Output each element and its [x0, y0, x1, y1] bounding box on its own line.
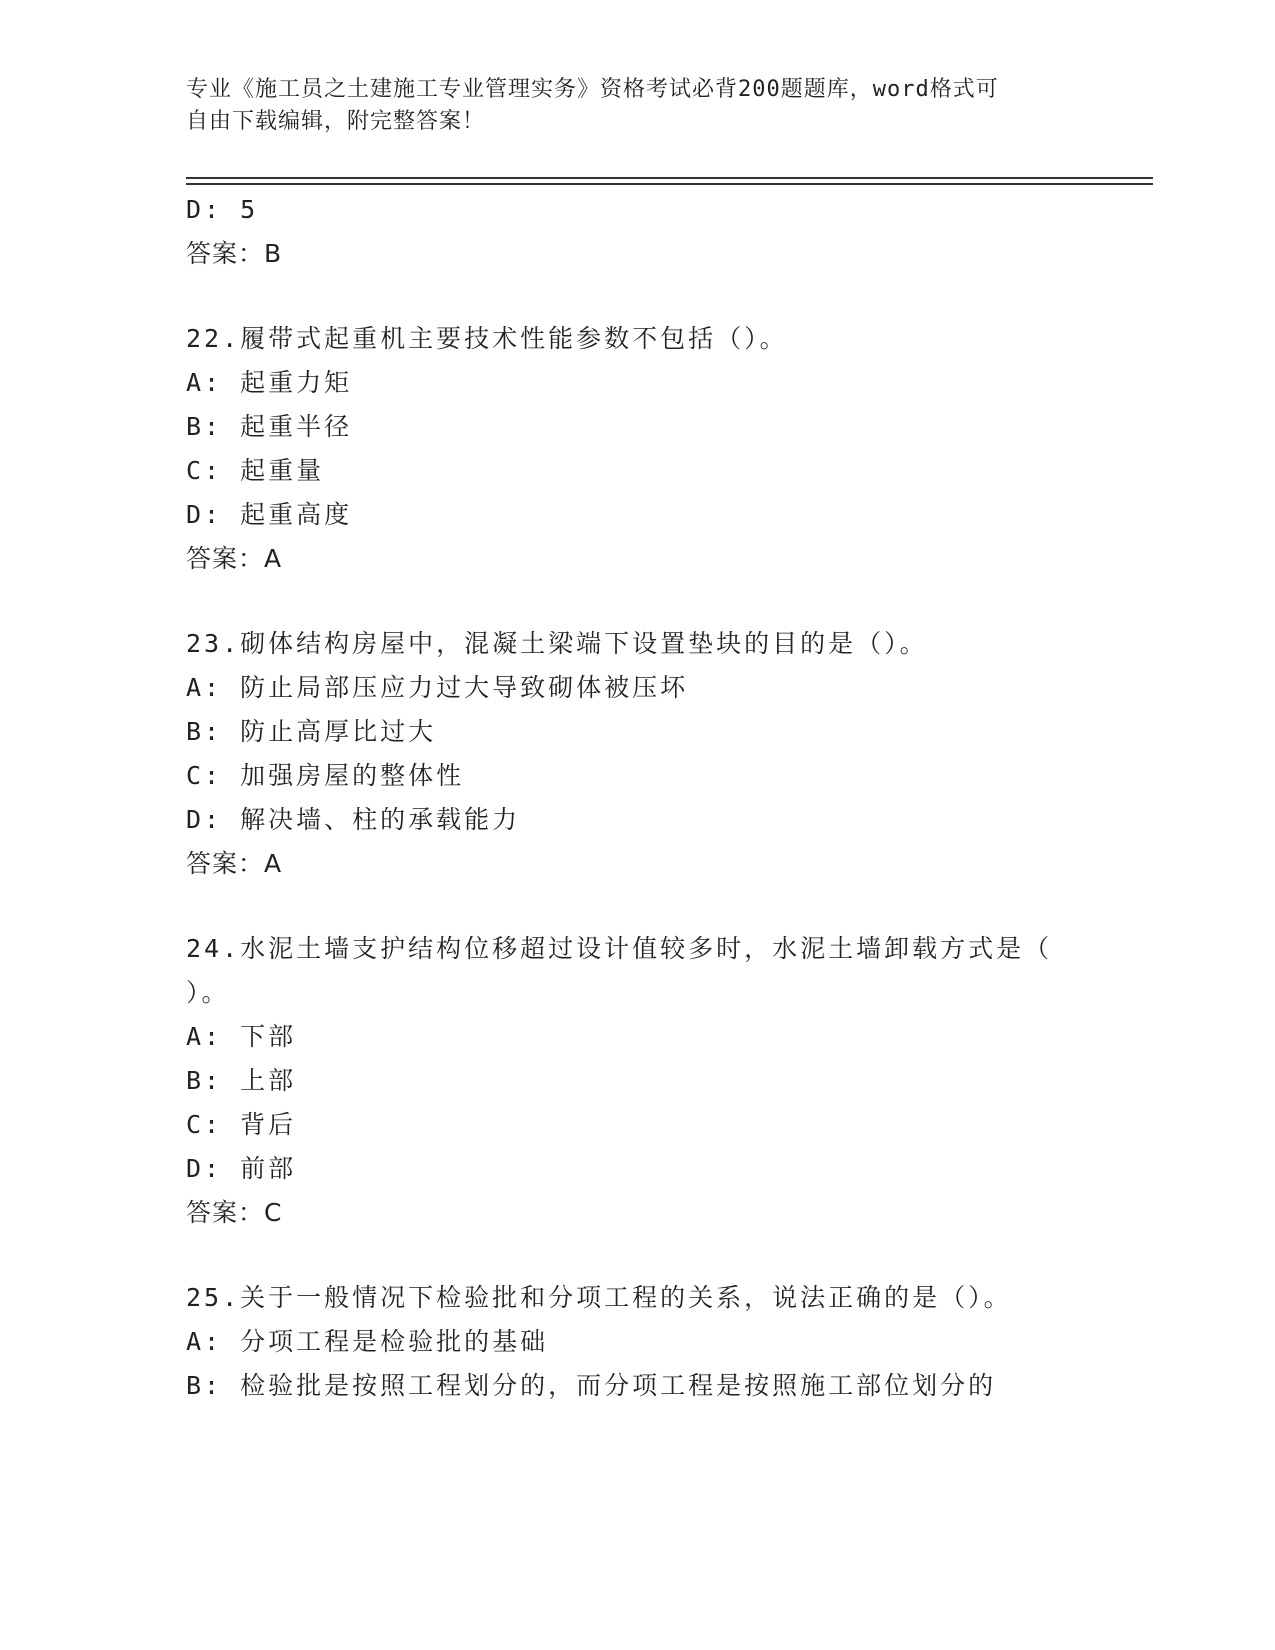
- question-stem-continued: ）。: [186, 978, 230, 1007]
- option-b: B: 防止高厚比过大: [186, 717, 437, 746]
- option-b: B: 检验批是按照工程划分的，而分项工程是按照施工部位划分的: [186, 1371, 997, 1400]
- question-stem: 23.砌体结构房屋中，混凝土梁端下设置垫块的目的是（）。: [186, 629, 928, 658]
- option-d: D: 起重高度: [186, 500, 353, 529]
- answer-text: 答案：A: [186, 544, 283, 573]
- option-a: A: 下部: [186, 1022, 297, 1051]
- question-stem: 24.水泥土墙支护结构位移超过设计值较多时，水泥土墙卸载方式是（: [186, 934, 1053, 963]
- header-line-1: 专业《施工员之土建施工专业管理实务》资格考试必背200题题库，word格式可: [186, 77, 999, 102]
- option-c: C: 起重量: [186, 456, 325, 485]
- option-a: A: 起重力矩: [186, 368, 353, 397]
- question-stem: 22.履带式起重机主要技术性能参数不包括（）。: [186, 324, 788, 353]
- header-rule-top: [186, 177, 1153, 179]
- option-a: A: 防止局部压应力过大导致砌体被压坏: [186, 673, 689, 702]
- option-c: C: 加强房屋的整体性: [186, 761, 465, 790]
- option-d: D: 解决墙、柱的承载能力: [186, 805, 521, 834]
- question-stem: 25.关于一般情况下检验批和分项工程的关系，说法正确的是（）。: [186, 1283, 1012, 1312]
- answer-text: 答案：A: [186, 849, 283, 878]
- option-a: A: 分项工程是检验批的基础: [186, 1327, 549, 1356]
- document-header: [186, 74, 1066, 138]
- option-b: B: 起重半径: [186, 412, 353, 441]
- option-d: D: 前部: [186, 1154, 297, 1183]
- answer-text: 答案：B: [186, 239, 283, 268]
- header-line-2: 自由下载编辑，附完整答案！: [186, 109, 486, 134]
- option-b: B: 上部: [186, 1066, 297, 1095]
- option-c: C: 背后: [186, 1110, 297, 1139]
- answer-text: 答案：C: [186, 1198, 283, 1227]
- header-rule-bottom: [186, 183, 1153, 185]
- option-d: D: 5: [186, 195, 259, 224]
